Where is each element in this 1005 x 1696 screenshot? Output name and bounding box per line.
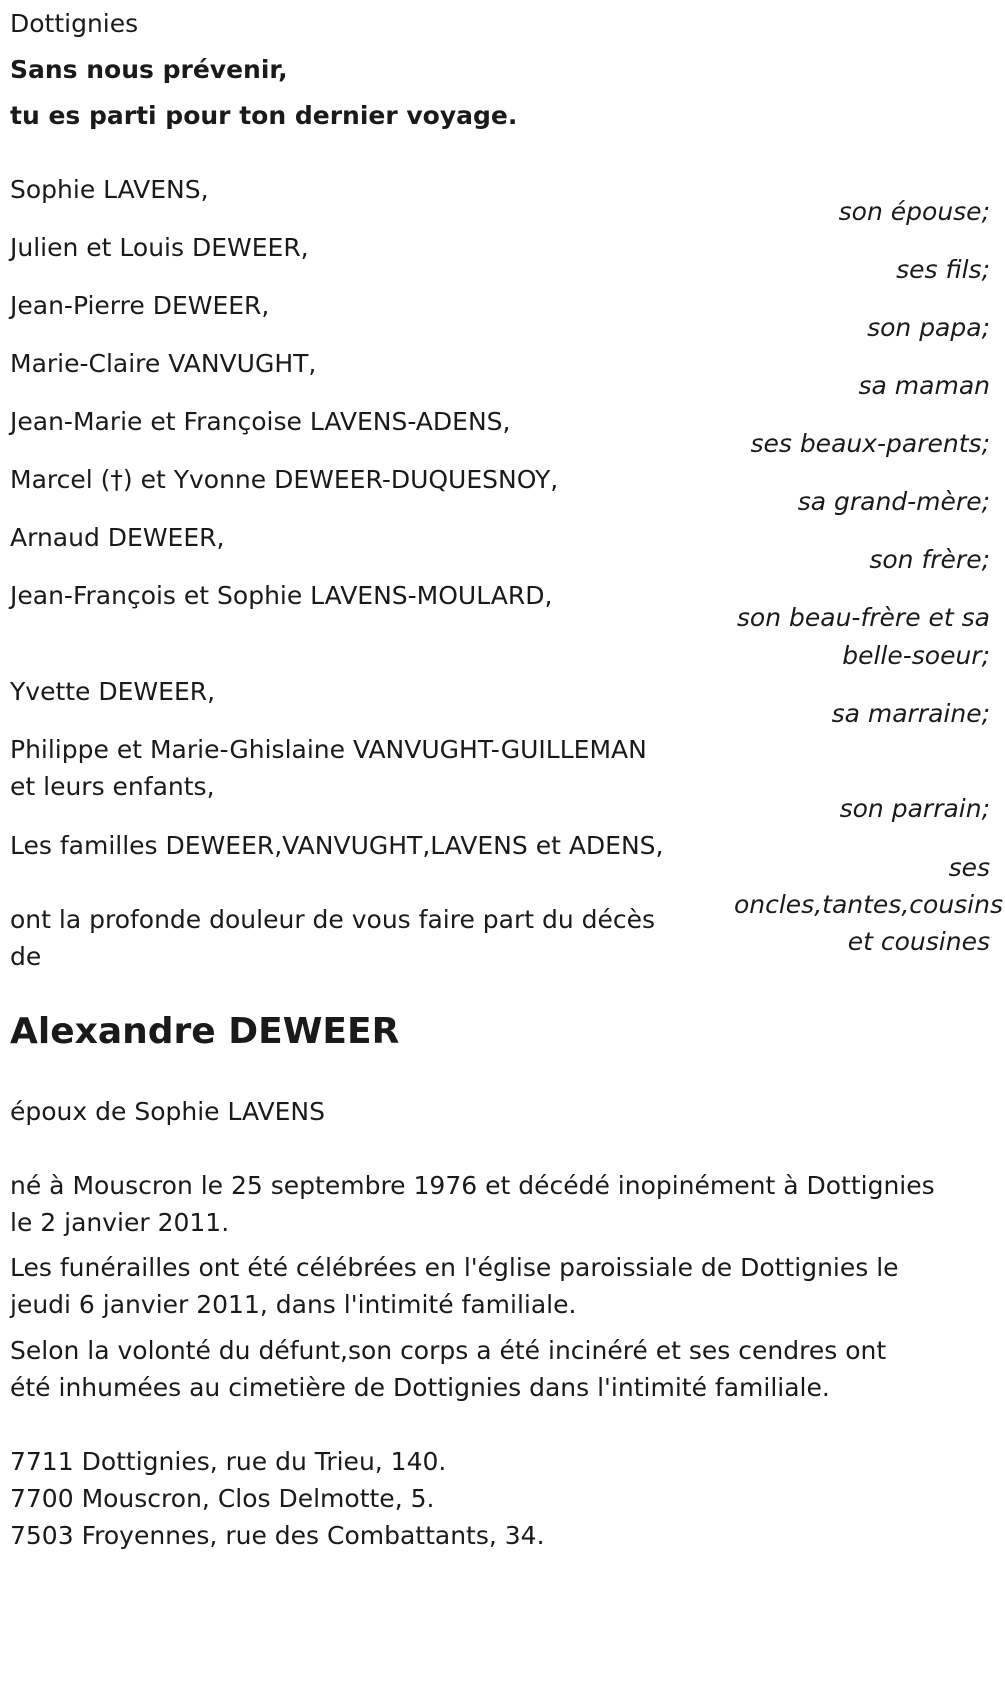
family-name: Marcel (†) et Yvonne DEWEER-DUQUESNOY, <box>10 465 559 494</box>
birth-death-text: le 2 janvier 2011. <box>10 1208 230 1237</box>
family-name: Yvette DEWEER, <box>10 677 216 706</box>
funeral-text: Les funérailles ont été célébrées en l'église paroissiale de Dottignies le <box>10 1253 899 1282</box>
family-relation: ses beaux-parents; <box>750 429 990 458</box>
family-relation: sa maman <box>858 371 990 400</box>
address-line: 7711 Dottignies, rue du Trieu, 140. <box>10 1447 447 1476</box>
family-relation: son papa; <box>867 313 990 342</box>
family-name: Jean-François et Sophie LAVENS-MOULARD, <box>10 581 553 610</box>
funeral-text: jeudi 6 janvier 2011, dans l'intimité familiale. <box>10 1290 577 1319</box>
family-name: Jean-Pierre DEWEER, <box>10 291 270 320</box>
family-relation: son frère; <box>869 545 990 574</box>
family-name: Philippe et Marie-Ghislaine VANVUGHT-GUILLEMAN <box>10 735 647 764</box>
family-relation: ses <box>948 853 990 882</box>
announcement-text: ont la profonde douleur de vous faire part du décès <box>10 905 656 934</box>
quote-line-1: Sans nous prévenir, <box>10 55 288 84</box>
announcement-text: de <box>10 942 42 971</box>
family-name: et leurs enfants, <box>10 772 215 801</box>
family-name: Les familles DEWEER,VANVUGHT,LAVENS et ADENS, <box>10 831 664 860</box>
family-relation: oncles,tantes,cousins <box>733 890 1003 919</box>
address-line: 7503 Froyennes, rue des Combattants, 34. <box>10 1521 545 1550</box>
family-name: Jean-Marie et Françoise LAVENS-ADENS, <box>10 407 511 436</box>
quote-line-2: tu es parti pour ton dernier voyage. <box>10 101 518 130</box>
cremation-text: Selon la volonté du défunt,son corps a été incinéré et ses cendres ont <box>10 1336 887 1365</box>
birth-death-text: né à Mouscron le 25 septembre 1976 et décédé inopinément à Dottignies <box>10 1171 935 1200</box>
family-name: Sophie LAVENS, <box>10 175 209 204</box>
family-relation: sa marraine; <box>831 699 990 728</box>
place-heading: Dottignies <box>10 9 139 38</box>
address-line: 7700 Mouscron, Clos Delmotte, 5. <box>10 1484 435 1513</box>
deceased-name: Alexandre DEWEER <box>10 1011 400 1052</box>
family-relation: son parrain; <box>839 794 990 823</box>
family-relation: et cousines <box>847 927 990 956</box>
family-name: Arnaud DEWEER, <box>10 523 225 552</box>
family-relation: belle-soeur; <box>842 641 990 670</box>
family-relation: son épouse; <box>838 197 990 226</box>
cremation-text: été inhumées au cimetière de Dottignies dans l'intimité familiale. <box>10 1373 830 1402</box>
family-name: Marie-Claire VANVUGHT, <box>10 349 317 378</box>
family-relation: son beau-frère et sa <box>736 603 990 632</box>
family-relation: ses fils; <box>896 255 990 284</box>
family-name: Julien et Louis DEWEER, <box>10 233 309 262</box>
spouse-line: époux de Sophie LAVENS <box>10 1097 325 1126</box>
family-relation: sa grand-mère; <box>797 487 990 516</box>
